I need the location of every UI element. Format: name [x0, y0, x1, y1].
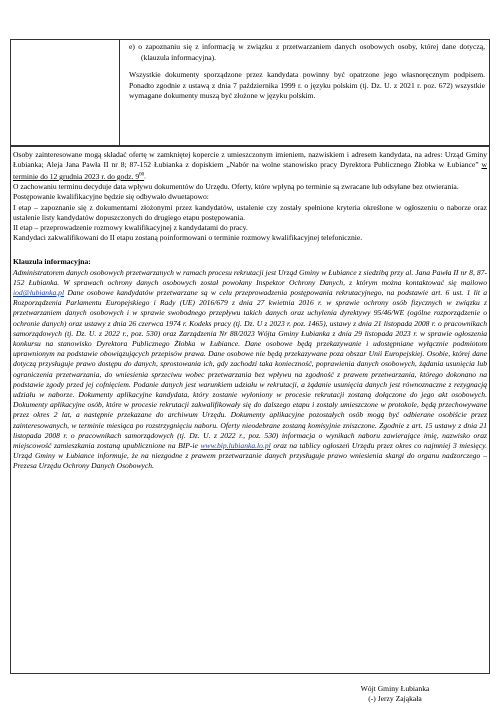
timeliness-paragraph: O zachowaniu terminu decyduje data wpływu dokumentów do Urzędu. Oferty, które wpłyną po terminie są zwracane lub odsyłane bez otwierania. [13, 182, 459, 192]
requirements-text [129, 42, 485, 109]
notice-paragraph: Kandydaci zakwalifikowani do II etapu zostaną poinformowani o terminie rozmowy kwalifikacyjnej telefonicznie. [13, 233, 363, 243]
klauzula-part-3: oraz na tablicy ogłoszeń Urzędu przez okres co najmniej 3 miesięcy. Urząd Gminy w Łubiance informuje, że na niezgodne z prawem przetwarzanie danych przysługuje prawo wniesienia skargi do organu nadzorczego – Prezesa Urzędu Ochrony Danych Osobowych. [13, 441, 487, 471]
klauzula-part-1: Administratorem danych osobowych przetwarzanych w ramach procesu rekrutacji jest Urząd Gminy w Łubiance z siedzibą przy al. Jana Pawła II nr 8, 87-152 Łubianka. W sprawach ochrony danych osobowych został powołany Inspektor Ochrony Danych, z którym można kontaktować się mailowo [13, 267, 487, 287]
email-link[interactable]: iod@lubianka.pl [13, 287, 65, 297]
announcement-text [13, 150, 487, 472]
signature-block [345, 684, 445, 704]
table-left-column [11, 40, 120, 145]
procedure-paragraph: Postępowanie kwalifikacyjne będzie się odbywało dwuetapowo: [13, 192, 209, 202]
announcement-box [10, 146, 490, 674]
signature-title: Wójt Gminy Łubianka [360, 684, 430, 693]
item-e: e) o zapoznaniu się z informacją w związku z przetwarzaniem danych osobowych osoby, której dane dotyczą, (klauzula informacyjna). [129, 42, 485, 62]
bip-link[interactable]: www.bip.lubianka.lo.pl [200, 441, 271, 451]
signature-language-paragraph: Wszystkie dokumenty sporządzone przez kandydata powinny być opatrzone jego własnoręcznym podpisem. Ponadto zgodnie z ustawą z dnia 7 października 1999 r. o języku polskim (tj. Dz. U. z 2021 r. poz. 672) wszystkie wymagane dokumenty muszą być złożone w języku polskim. [129, 70, 485, 100]
klauzula-part-2: Dane osobowe kandydatów przetwarzane są w celu przeprowadzenia postępowania rekrutacyjnego, na podstawie art. 6 ust. 1 lit a Rozporządzenia Parlamentu Europejskiego i Rady (UE) 2016/679 z dnia 27 kwietnia 2016 r. w sprawie ochrony osób fizycznych w związku z przetwarzaniem danych osobowych i w sprawie swobodnego przepływu takich danych oraz uchylenia dyrektywy 95/46/WE (ogólne rozporządzenie o ochronie danych) oraz ustawy z dnia 26 czerwca 1974 r. Kodeks pracy (tj. Dz. U z 2023 r. poz. 1465), ustawy z dnia 21 listopada 2008 r. o pracownikach samorządowych (tj. Dz. U. z 2022 r., poz. 530) oraz Zarządzenia Nr 88/2023 Wójta Gminy Łubianka z dnia 29 listopada 2023 r. w sprawie ogłoszenia konkursu na stanowisko Dyrektora Publicznego Żłobka w Łubiance. Dane osobowe będą przekazywanie i udostępniane wyłącznie podmiotom uprawnionym na podstawie obowiązujących przepisów prawa. Dane osobowe nie będą przekazywane poza obszar Unii Europejskiej. Osobie, której dane dotyczą przysługuje prawo dostępu do danych, sprostowania ich, gdy zachodzi taka konieczność, poprawienia danych osobowych, żądania usunięcia lub ograniczenia przetwarzania, do wniesienia sprzeciwu wobec przetwarzania bez wpływu na zgodność z prawem przetwarzania, którego dokonano na podstawie zgody przed jej cofnięciem. Podanie danych jest warunkiem udziału w rekrutacji, a żądanie usunięcia danych jest równoznaczne z rezygnacją udziału w naborze. Dokumenty aplikacyjne kandydata, który zostanie wyłoniony w procesie rekrutacji zostaną dołączone do jego akt osobowych. Dokumenty aplikacyjne osób, które w procesie rekrutacji zakwalifikowały się do dalszego etapu i zostały umieszczone w protokole, będą przechowywane przez okres 2 lat, a następnie przekazane do archiwum Urzędu. Dokumenty aplikacyjne pozostałych osób mogą być odbierane osobiście przez zainteresowanych, w terminie miesiąca po rozstrzygnięciu naboru. Oferty nieodebrane zostaną komisyjnie zniszczone. Zgodnie z art. 15 ustawy z dnia 21 listopada 2008 r. o pracownikach samorządowych (tj. Dz. U. z 2022 r., poz. 530) informacja o wynikach naboru zawierające imię, nazwisko oraz miejscowość zamieszkania zostaną upublicznione na BIP-ie [13, 287, 487, 451]
deadline-text: w terminie do 12 grudnia 2023 r. do godz. 9 [13, 160, 487, 181]
signature-name: (-) Jerzy Zająkała [368, 694, 422, 703]
offers-paragraph [13, 150, 487, 182]
requirements-table-row [10, 39, 490, 146]
deadline-end: . [144, 171, 147, 181]
deadline-sup: 00 [139, 172, 145, 178]
offers-intro: Osoby zainteresowane mogą składać ofertę w zamkniętej kopercie z umieszczonym imieniem, nazwiskiem i adresem kandydata, na adres: Urząd Gminy Łubianka; Aleja Jana Pawła II nr 8; 87-152 Łubianka z dopiskiem „Nabór na wolne stanowisko pracy Dyrektora Publicznego Żłobka w Łubiance” [13, 150, 487, 170]
klauzula-title: Klauzula informacyjna: [13, 257, 91, 267]
klauzula-paragraph [13, 268, 487, 472]
stage-2: II etap – przeprowadzenie rozmowy kwalifikacyjnej z kandydatami do pracy. [13, 222, 248, 232]
stage-1: I etap – zapoznanie się z dokumentami złożonymi przez kandydatów, ustalenie czy zostały spełnione kryteria określone w ogłoszeniu o naborze oraz ustalenie listy kandydatów dopuszczonych do drugiego etapu postępowania. [13, 202, 487, 222]
